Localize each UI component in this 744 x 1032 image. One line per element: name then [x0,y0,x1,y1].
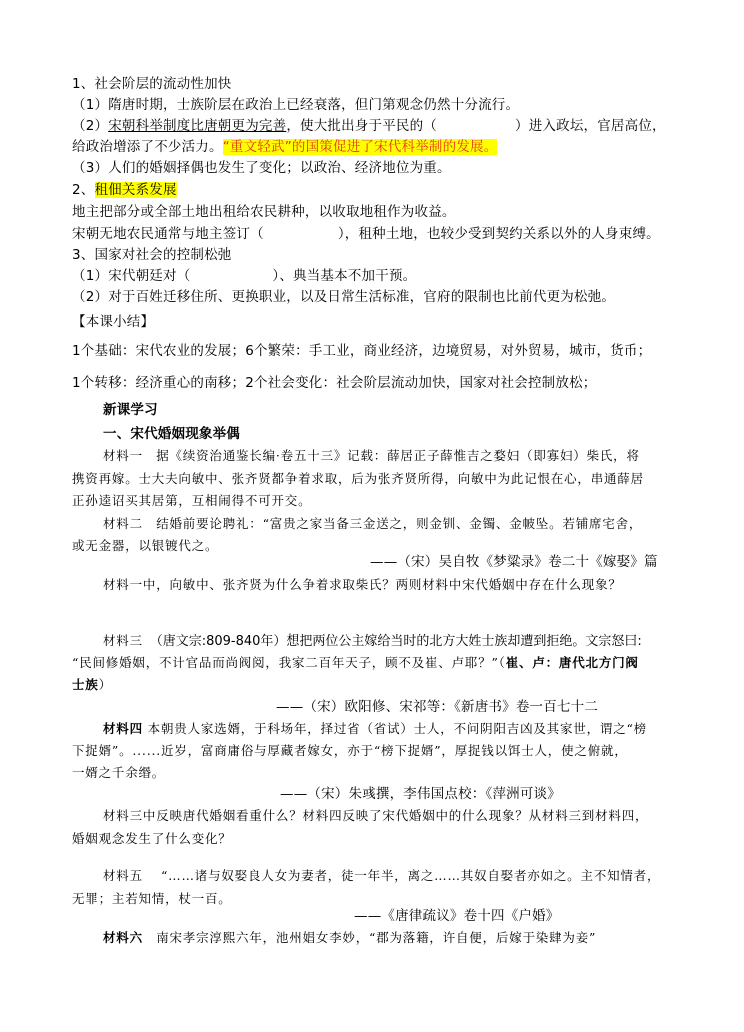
material-6-text: 南宋孝宗淳熙六年，池州娼女李妙，“郡为落籍，许自便，后嫁于染肆为妾” [142,930,597,945]
question-2-line-2: 婚姻观念发生了什么变化？ [72,831,232,846]
section-3-heading: 3、国家对社会的控制松弛 [72,247,232,263]
material-1-line-3: 正孙逵诏买其居第，互相闹得不可开交。 [72,493,312,508]
summary-title: 【本课小结】 [72,314,155,330]
material-1-line-2: 携资再嫁。士大夫向敏中、张齐贤都争着求取，后为张齐贤所得，向敏中为此记恨在心，串通薛居 [72,471,644,486]
section-2-point-2-start: 宋朝无地农民通常与地主签订（ [72,226,264,242]
section-1-point-3: （3）人们的婚姻择偶也发生了变化；以政治、经济地位为重。 [72,160,451,176]
material-3-source: ——（宋）欧阳修、宋祁等：《新唐书》卷一百七十二 [276,699,599,715]
material-6-line [103,928,596,948]
section-3-point-2: （2）对于百姓迁移住所、更换职业，以及日常生活标准，官府的限制也比前代更为松弛。 [72,289,616,305]
section-2-heading [72,180,177,200]
section-2-point-1: 地主把部分或全部土地出租给农民耕种，以收取地租作为收益。 [72,204,456,220]
material-5-line-1: 材料五 “……诸与奴娶良人女为妻者，徒一年半，离之……其奴自娶者亦如之。主不知情者， [103,868,661,883]
point-2-mid: ，使大批出身于平民的（ [286,118,438,134]
underlined-phrase: 宋朝科举制度比唐朝更为完善 [108,118,287,134]
material-4-source: ——（宋）朱彧撰，李伟国点校：《萍洲可谈》 [280,786,561,802]
section-3-point-1-end: ）、典当基本不加干预。 [272,268,417,284]
material-4-line-1 [103,719,647,739]
material-5-source: ——《唐律疏议》卷十四《户婚》 [354,908,560,924]
material-3-close-paren: ） [98,677,112,692]
section-2-point-2 [72,224,660,244]
material-3-line-1 [103,631,642,652]
material-4-line-1-text: 本朝贵人家选婿，于科场年，择过省（省试）士人，不问阴阳吉凶及其家世，谓之“榜 [142,721,647,736]
material-3-line-2 [72,653,639,673]
material-3-note-end: 士族 [72,677,99,692]
section-1-point-1: （1）隋唐时期，士族阶层在政治上已经衰落，但门第观念仍然十分流行。 [72,97,520,113]
lesson-subtitle: 一、宋代婚姻现象举偶 [103,426,240,442]
question-2-line-1: 材料三中反映唐代婚姻看重什么？材料四反映了宋代婚姻中的什么现象？从材料三到材料四， [103,808,649,823]
material-4-label: 材料四 [103,721,143,736]
summary-line-1: 1个基础：宋代农业的发展；6个繁荣：手工业，商业经济，边境贸易，对外贸易，城市，货币； [72,343,652,359]
point-2-prefix: （2） [72,118,109,134]
material-1-line-1: 材料一 据《续资治通鉴长编·卷五十三》记载：薛居正子薛惟吉之婺妇（即寡妇）柴氏，将 [103,448,640,463]
material-3-line-1-text: （唐文宗:809-840年）想把两位公主嫁给当时的北方大姓士族却遭到拒绝。文宗怒曰: [156,634,642,649]
section-2-point-2-end: ），租种土地，也较少受到契约关系以外的人身束缚。 [337,226,660,242]
material-3-quote: “民间修婚姻，不计官品而尚阀阅，我家二百年天子，顾不及崔、卢耶？”（ [72,655,506,670]
point-2-end: ）进入政坛，官居高位， [515,118,666,134]
material-5-line-2: 无罪；主若知情，杖一百。 [72,891,232,906]
highlighted-note: “重文轻武”的国策促进了宋代科举制的发展。 [222,139,498,155]
material-3-note: 崔、卢：唐代北方门阀 [505,655,639,670]
material-4-line-2: 下捉婿”。......近岁，富商庸俗与厚藏者嫁女，亦于“榜下捉婿”，厚捉钱以饵士人，使之俯就， [72,743,628,758]
material-4-line-3: 一婿之千余缗。 [72,765,166,780]
point-2-line-2-text: 给政治增添了不少活力。 [72,139,223,155]
material-2-line-1: 材料二 结婚前要论聘礼：“富贵之家当备三金送之，则金钏、金镯、金帔坠。若铺席宅舍， [103,516,643,531]
section-3-point-1 [72,266,416,286]
lesson-title: 新课学习 [103,402,158,418]
section-1-point-2-line-2 [72,137,497,157]
material-3-label: 材料三 [103,633,157,648]
material-2-source: ——（宋）吴自牧《梦粱录》卷二十《嫁娶》篇 [370,554,658,570]
section-1-point-2 [72,116,666,136]
section-2-number: 2、 [72,182,95,198]
section-1-heading: 1、社会阶层的流动性加快 [72,76,232,92]
section-2-title-highlighted: 租佃关系发展 [94,182,177,198]
material-6-label: 材料六 [103,930,143,945]
material-2-line-2: 或无金器，以银镀代之。 [72,538,219,553]
material-3-line-3 [72,675,112,695]
summary-line-2: 1个转移：经济重心的南移；2个社会变化：社会阶层流动加快，国家对社会控制放松； [72,375,597,391]
section-3-point-1-start: （1）宋代朝廷对（ [72,268,191,284]
question-1: 材料一中，向敏中、张齐贤为什么争着求取柴氏？两则材料中宋代婚姻中存在什么现象？ [103,577,622,592]
